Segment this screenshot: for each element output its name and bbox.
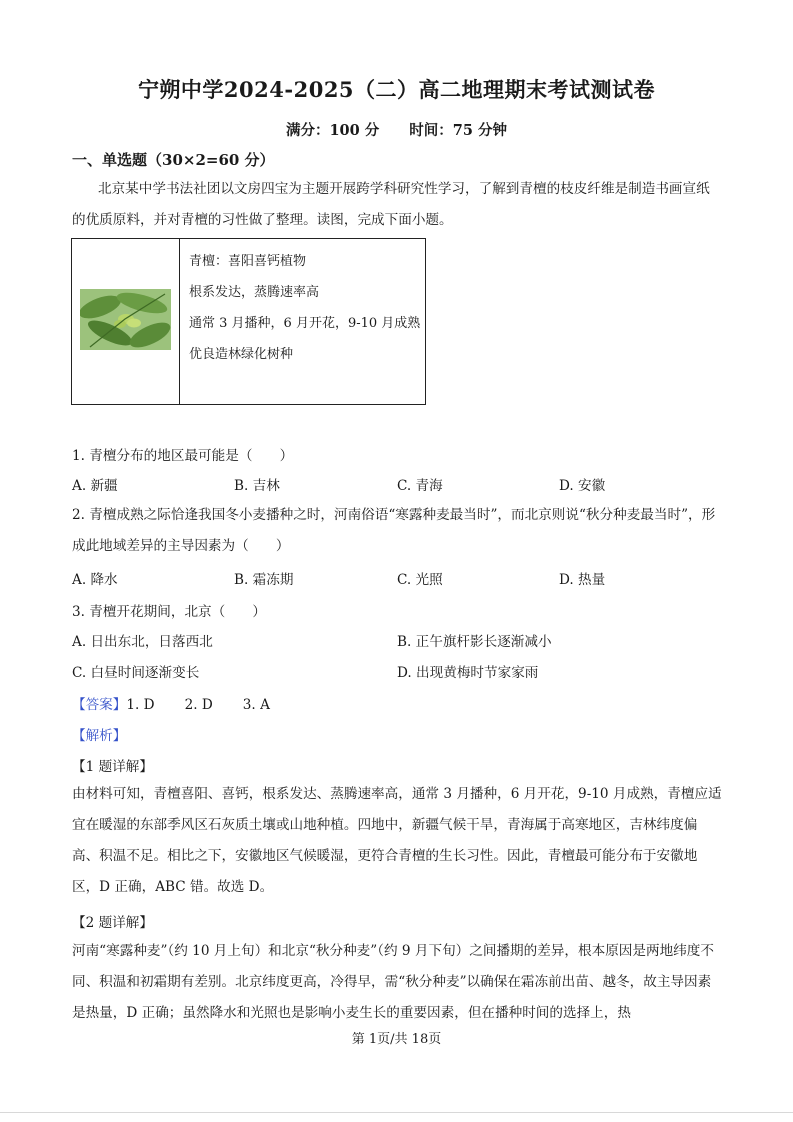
q3-option-a: A. 日出东北，日落西北 — [72, 634, 213, 650]
page-title: 宁朔中学2024-2025（二）高二地理期末考试测试卷 — [137, 77, 656, 102]
analysis-label: 【解析】 — [72, 728, 127, 744]
detail-2-text: 河南“寒露种麦”（约 10 月上旬）和北京“秋分种麦”（约 9 月下旬）之间播期的差异，根本原因是两地纬度不同、积温和初霜期有差别。北京纬度更高，冷得早，需“秋分种麦”以确保在霜冻前出苗、越冬，故主导因素是热量，D 正确；虽然降水和光照也是影响小麦生长的重要因素，但在播种时间的选择上，热 — [72, 943, 714, 1021]
q2-option-d: D. 热量 — [559, 572, 606, 588]
material-line: 优良造林绿化树种 — [189, 347, 294, 362]
page-separator — [0, 1112, 793, 1113]
intro-paragraph: 北京某中学书法社团以文房四宝为主题开展跨学科研究性学习，了解到青檀的枝皮纤维是制造书画宣纸的优质原料，并对青檀的习性做了整理。读图，完成下面小题。 — [72, 181, 710, 228]
answer-2: 2. D — [184, 697, 213, 713]
q3-option-c: C. 白昼时间逐渐变长 — [72, 665, 200, 681]
material-image-cell — [72, 239, 180, 404]
q3-option-d: D. 出现黄梅时节家家雨 — [397, 665, 539, 681]
q2-option-b: B. 霜冻期 — [234, 572, 294, 588]
material-line: 青檀：喜阳喜钙植物 — [189, 254, 307, 269]
q1-option-c: C. 青海 — [397, 478, 443, 494]
question-2-stem: 2. 青檀成熟之际恰逢我国冬小麦播种之时，河南俗语“寒露种麦最当时”，而北京则说“秋分种麦最当时”，形成此地域差异的主导因素为（ ） — [72, 507, 716, 554]
full-score: 满分：100 分 — [285, 122, 380, 139]
question-3-stem: 3. 青檀开花期间，北京（ ） — [72, 604, 267, 620]
q1-option-a: A. 新疆 — [72, 478, 118, 494]
detail-2-heading: 【2 题详解】 — [72, 915, 153, 931]
exam-info — [0, 119, 793, 140]
detail-1-text: 由材料可知，青檀喜阳、喜钙，根系发达、蒸腾速率高，通常 3 月播种，6 月开花，9-10 月成熟，青檀应适宜在暖湿的东部季风区石灰质土壤或山地种植。四地中，新疆气候干旱，青海属于高寒地区，吉林纬度偏高、积温不足。相比之下，安徽地区气候暖湿，更符合青檀的生长习性。因此，青檀最可能分布于安徽地区，D 正确，ABC 错。故选 D。 — [72, 786, 722, 895]
material-text-cell — [180, 239, 425, 404]
material-line: 根系发达，蒸腾速率高 — [189, 285, 320, 300]
answer-3: 3. A — [242, 697, 270, 713]
q1-option-d: D. 安徽 — [559, 478, 606, 494]
question-1-stem: 1. 青檀分布的地区最可能是（ ） — [72, 448, 294, 464]
material-line: 通常 3 月播种，6 月开花，9-10 月成熟 — [189, 316, 421, 331]
page-footer: 第 1页/共 18页 — [351, 1032, 442, 1047]
answer-line — [72, 693, 270, 713]
q2-option-c: C. 光照 — [397, 572, 443, 588]
q1-option-b: B. 吉林 — [234, 478, 280, 494]
q3-option-b: B. 正午旗杆影长逐渐减小 — [397, 634, 552, 650]
exam-time: 时间：75 分钟 — [409, 122, 508, 139]
answer-label: 【答案】 — [72, 697, 127, 713]
detail-1-heading: 【1 题详解】 — [72, 759, 153, 775]
answer-1: 1. D — [126, 697, 155, 713]
section-heading: 一、单选题（30×2=60 分） — [72, 151, 275, 169]
leaf-photo-icon — [80, 289, 171, 350]
q2-option-a: A. 降水 — [72, 572, 118, 588]
material-table — [71, 238, 426, 405]
